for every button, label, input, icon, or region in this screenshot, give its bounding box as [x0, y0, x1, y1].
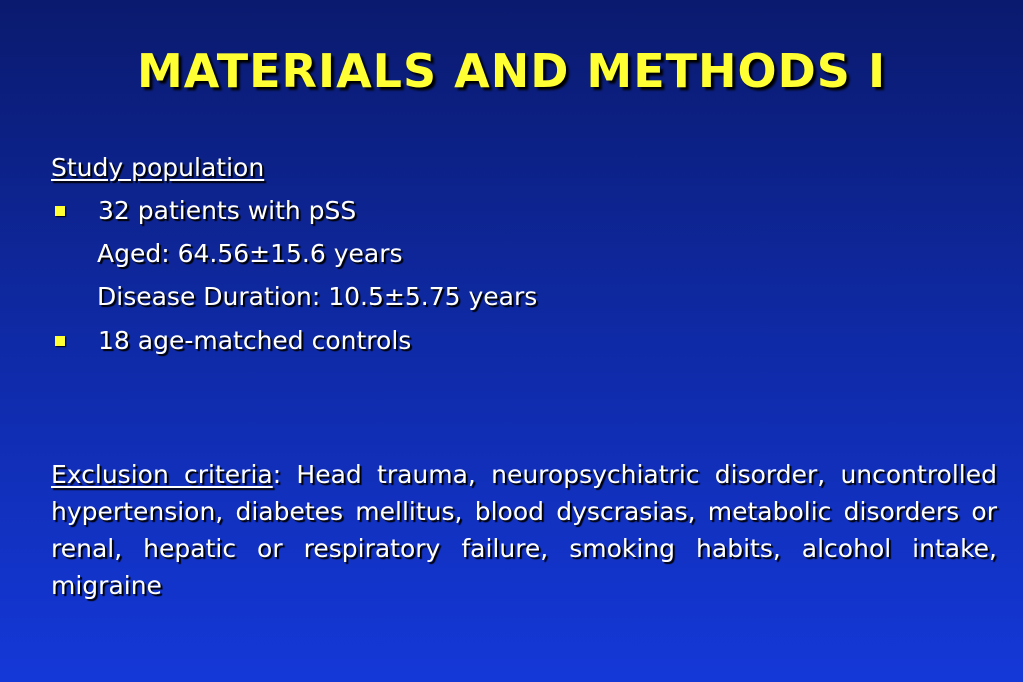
- exclusion-criteria-text: Head trauma, neuropsychiatric disorder, uncontrolled hypertension, diabetes mellitus, blood dyscrasias, metabolic disorders or renal, hepatic or respiratory failure, smoking habits, alcohol intake, migraine: [51, 460, 997, 600]
- bullet-text-controls: 18 age-matched controls: [98, 326, 412, 355]
- aged-line: Aged: 64.56±15.6 years: [97, 239, 403, 268]
- slide-title: MATERIALS AND METHODS I: [136, 44, 887, 98]
- square-bullet-icon: [55, 206, 65, 216]
- bullet-item-controls: [51, 319, 411, 362]
- square-bullet-icon: [55, 336, 65, 346]
- exclusion-criteria-label: Exclusion criteria: [51, 460, 273, 489]
- disease-duration-line: Disease Duration: 10.5±5.75 years: [97, 282, 538, 311]
- section-heading-study-population: [51, 146, 264, 189]
- bullet-item-patients: [51, 189, 356, 232]
- exclusion-separator: :: [272, 460, 282, 489]
- bullet-text-patients: 32 patients with pSS: [98, 196, 357, 225]
- exclusion-criteria-paragraph: [51, 456, 997, 604]
- study-population-heading: Study population: [51, 153, 265, 182]
